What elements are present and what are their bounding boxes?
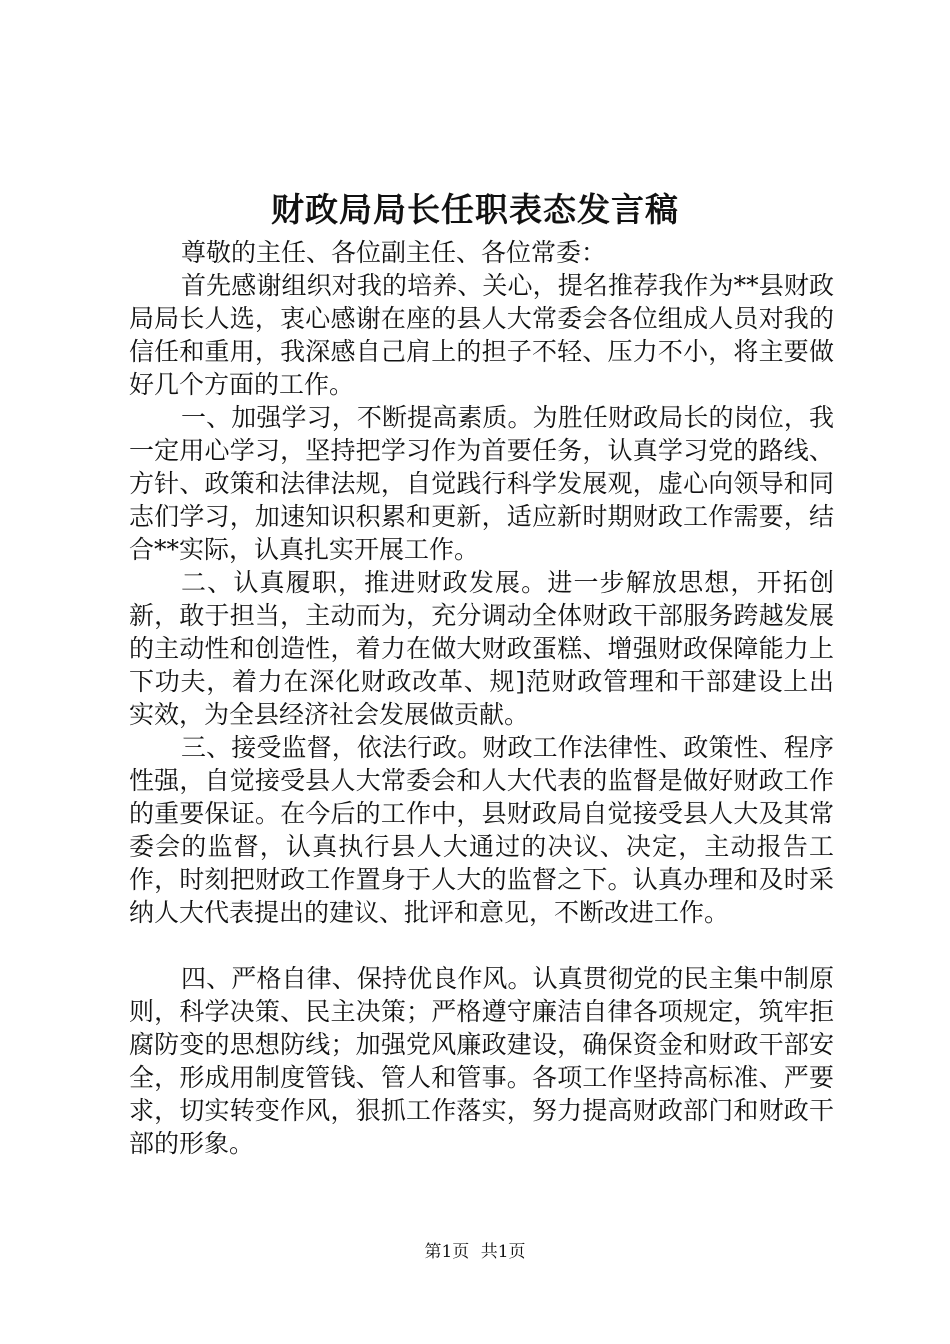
document-title: 财政局局长任职表态发言稿 <box>271 190 679 229</box>
section-3-paragraph: 三、接受监督，依法行政。财政工作法律性、政策性、程序性强，自觉接受县人大常委会和人大代表的监督是做好财政工作的重要保证。在今后的工作中，县财政局自觉接受县人大及其常委会的监督，认真执行县人大通过的决议、决定，主动报告工作，时刻把财政工作置身于人大的监督之下。认真办理和及时采纳人大代表提出的建议、批评和意见，不断改进工作。 <box>129 733 834 927</box>
section-1-paragraph: 一、加强学习，不断提高素质。为胜任财政局长的岗位，我一定用心学习，坚持把学习作为首要任务，认真学习党的路线、方针、政策和法律法规，自觉践行科学发展观，虚心向领导和同志们学习，加速知识积累和更新，适应新时期财政工作需要，结合**实际，认真扎实开展工作。 <box>129 403 834 564</box>
page-footer <box>0 1240 950 1264</box>
page-number-current: 第1页 <box>424 1242 470 1262</box>
page-number-total: 共1页 <box>480 1242 526 1262</box>
section-4-paragraph: 四、严格自律、保持优良作风。认真贯彻党的民主集中制原则，科学决策、民主决策；严格遵守廉洁自律各项规定，筑牢拒腐防变的思想防线；加强党风廉政建设，确保资金和财政干部安全，形成用制度管钱、管人和管事。各项工作坚持高标准、严要求，切实转变作风，狠抓工作落实，努力提高财政部门和财政干部的形象。 <box>129 964 834 1158</box>
section-2-paragraph: 二、认真履职，推进财政发展。进一步解放思想，开拓创新，敢于担当，主动而为，充分调动全体财政干部服务跨越发展的主动性和创造性，着力在做大财政蛋糕、增强财政保障能力上下功夫，着力在深化财政改革、规]范财政管理和干部建设上出实效，为全县经济社会发展做贡献。 <box>129 568 834 729</box>
document-body <box>129 236 834 1160</box>
intro-paragraph: 首先感谢组织对我的培养、关心，提名推荐我作为**县财政局局长人选，衷心感谢在座的县人大常委会各位组成人员对我的信任和重用，我深感自己肩上的担子不轻、压力不小，将主要做好几个方面的工作。 <box>129 271 834 399</box>
greeting-paragraph: 尊敬的主任、各位副主任、各位常委： <box>181 238 607 267</box>
